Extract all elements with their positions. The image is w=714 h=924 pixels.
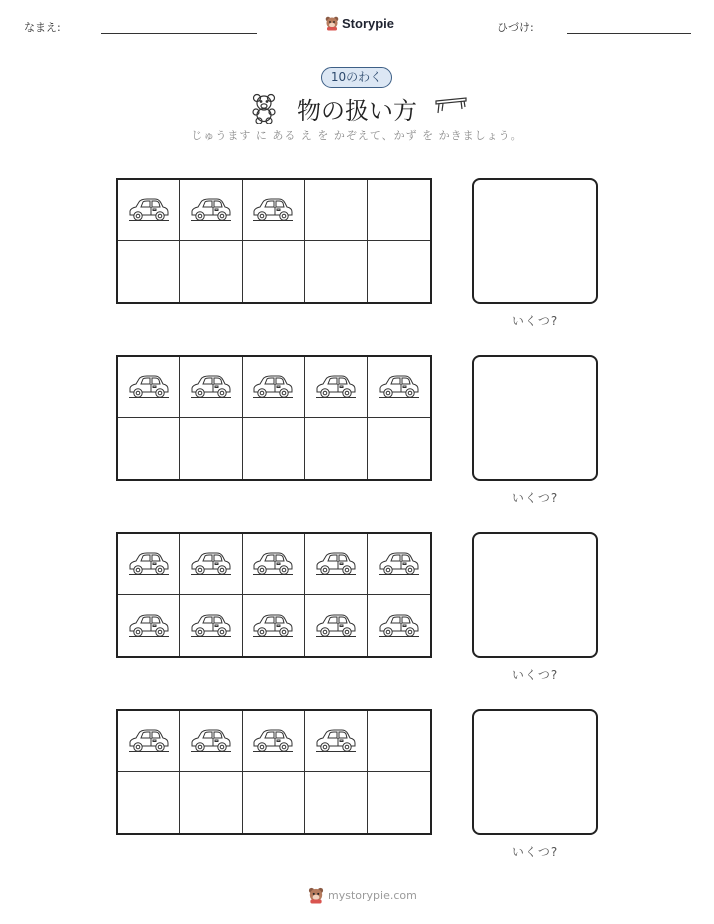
ten-frame-cell	[368, 357, 430, 418]
ten-frame-cell	[368, 772, 430, 833]
ten-frame-cell	[118, 241, 180, 302]
car-icon	[251, 373, 295, 401]
car-icon	[251, 550, 295, 578]
count-question-label: いくつ?	[511, 845, 559, 859]
ten-frame-cell	[305, 595, 367, 656]
car-icon	[251, 612, 295, 640]
ten-frame-cell	[118, 772, 180, 833]
ten-frame-cell	[180, 418, 242, 479]
answer-box[interactable]	[472, 355, 598, 481]
name-label: なまえ:	[24, 21, 61, 34]
car-icon	[377, 373, 421, 401]
ten-frame-cell	[243, 180, 305, 241]
brand-logo	[325, 13, 394, 33]
footer-url: mystorypie.com	[328, 888, 417, 902]
ten-frame-cell	[243, 711, 305, 772]
ten-frame-cell	[118, 180, 180, 241]
footer	[308, 885, 417, 905]
ten-frame	[116, 178, 432, 304]
car-icon	[314, 550, 358, 578]
count-question-label: いくつ?	[511, 491, 559, 505]
ten-frame-cell	[180, 357, 242, 418]
ten-frame-cell	[305, 180, 367, 241]
ten-frame-cell	[368, 711, 430, 772]
ten-frame	[116, 709, 432, 835]
car-icon	[127, 196, 171, 224]
page-title: 物の扱い方	[297, 97, 417, 125]
count-question-label: いくつ?	[511, 314, 559, 328]
ten-frame-cell	[305, 357, 367, 418]
brand-name: Storypie	[342, 15, 395, 31]
ten-frame-cell	[180, 772, 242, 833]
name-line	[101, 33, 257, 34]
bear-logo-icon	[308, 886, 324, 904]
car-icon	[127, 727, 171, 755]
ten-frame-cell	[118, 357, 180, 418]
car-icon	[189, 612, 233, 640]
car-icon	[377, 612, 421, 640]
ten-frame-cell	[243, 357, 305, 418]
ten-frame-cell	[368, 595, 430, 656]
car-icon	[314, 727, 358, 755]
ten-frame-cell	[305, 534, 367, 595]
car-icon	[127, 373, 171, 401]
ten-frame	[116, 532, 432, 658]
ten-frame-cell	[305, 418, 367, 479]
car-icon	[189, 727, 233, 755]
ten-frame-cell	[305, 772, 367, 833]
car-icon	[189, 373, 233, 401]
car-icon	[314, 373, 358, 401]
ten-frame-cell	[118, 595, 180, 656]
ten-frame-cell	[118, 534, 180, 595]
ten-frame-cell	[118, 418, 180, 479]
answer-box[interactable]	[472, 532, 598, 658]
car-icon	[251, 727, 295, 755]
car-icon	[314, 612, 358, 640]
ten-frame-cell	[243, 534, 305, 595]
ten-frame-cell	[180, 180, 242, 241]
car-icon	[251, 196, 295, 224]
car-icon	[127, 612, 171, 640]
ten-frame-cell	[243, 595, 305, 656]
answer-box[interactable]	[472, 709, 598, 835]
ten-frame-cell	[243, 241, 305, 302]
title-row	[0, 90, 714, 124]
topic-badge: 10のわく	[321, 67, 392, 88]
bench-icon	[434, 95, 468, 115]
ten-frame-cell	[368, 241, 430, 302]
ten-frame-cell	[305, 241, 367, 302]
ten-frame-cell	[180, 595, 242, 656]
car-icon	[189, 550, 233, 578]
car-icon	[377, 550, 421, 578]
date-line	[567, 33, 691, 34]
ten-frame-cell	[243, 772, 305, 833]
instructions-text: じゅうます に ある え を かぞえて、かず を かきましょう。	[191, 129, 523, 142]
ten-frame-cell	[368, 180, 430, 241]
car-icon	[127, 550, 171, 578]
ten-frame-cell	[368, 418, 430, 479]
ten-frame-cell	[180, 711, 242, 772]
ten-frame	[116, 355, 432, 481]
ten-frame-cell	[243, 418, 305, 479]
car-icon	[189, 196, 233, 224]
ten-frame-cell	[118, 711, 180, 772]
ten-frame-cell	[180, 534, 242, 595]
ten-frame-cell	[180, 241, 242, 302]
ten-frame-cell	[305, 711, 367, 772]
answer-box[interactable]	[472, 178, 598, 304]
count-question-label: いくつ?	[511, 668, 559, 682]
date-label: ひづけ:	[497, 21, 534, 34]
ten-frame-cell	[368, 534, 430, 595]
bear-logo-icon	[325, 15, 339, 31]
